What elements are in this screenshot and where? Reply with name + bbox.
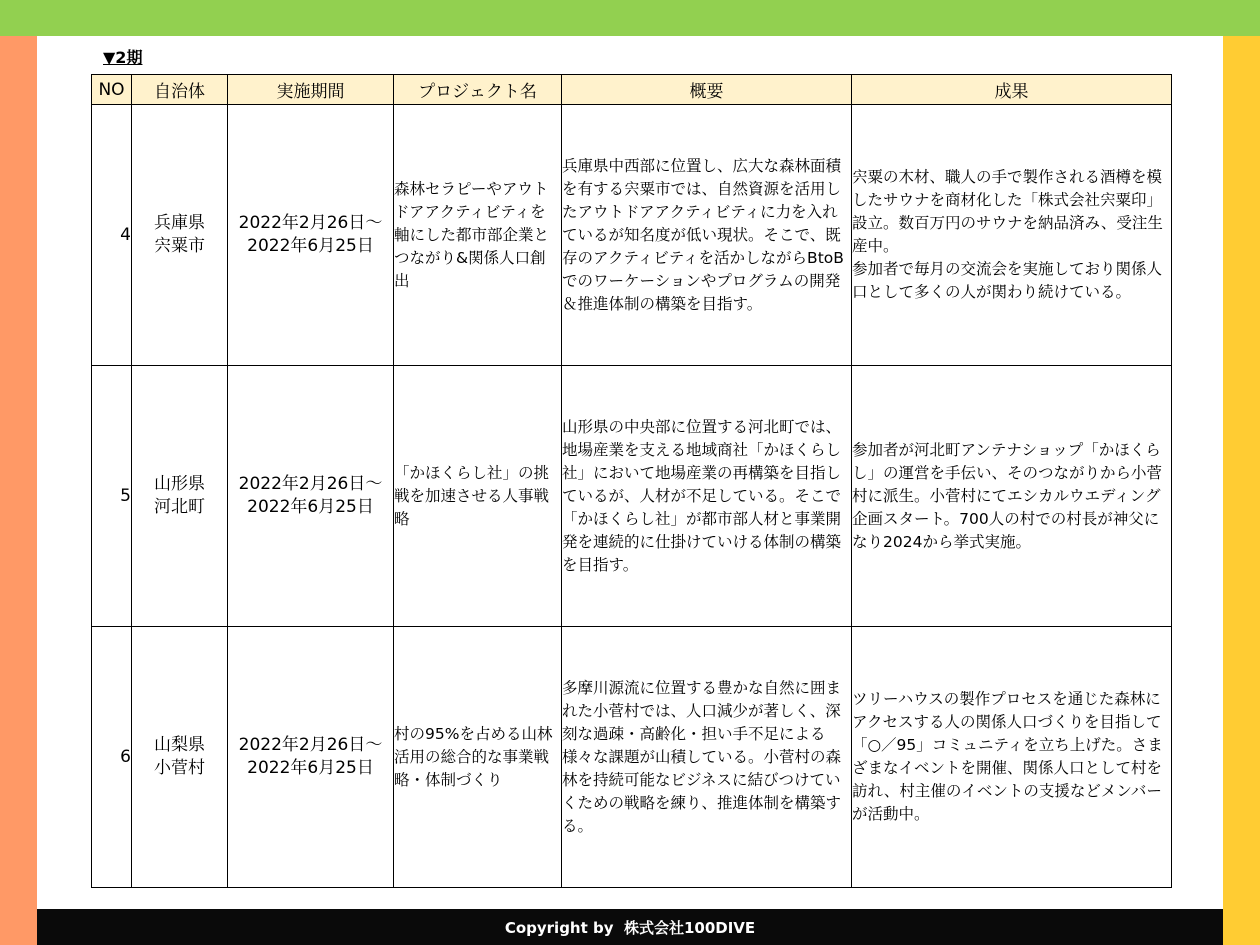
copyright-text: Copyright by 株式会社100DIVE	[504, 918, 756, 937]
municipality-prefecture: 山梨県	[154, 735, 205, 755]
top-accent-bar	[0, 0, 1260, 36]
cell-result: 参加者が河北町アンテナショップ「かほくらし」の運営を手伝い、そのつながりから小菅村に派生。小菅村にてエシカルウエディング企画スタート。700人の村での村長が神父になり2024から挙式実施。	[852, 366, 1172, 627]
table-header-row	[92, 75, 1172, 105]
left-accent-bar	[0, 36, 37, 945]
municipality-city: 河北町	[154, 497, 205, 517]
cell-project: 森林セラピーやアウトドアアクティビティを軸にした都市部企業とつながり&関係人口創出	[394, 105, 562, 366]
footer-bar	[37, 909, 1223, 945]
cell-result: ツリーハウスの製作プロセスを通じた森林にアクセスする人の関係人口づくりを目指して「○／95」コミュニティを立ち上げた。さまざまなイベントを開催、関係人口として村を訪れ、村主催のイベントの支援などメンバーが活動中。	[852, 627, 1172, 888]
table-row	[92, 105, 1172, 366]
cell-summary: 多摩川源流に位置する豊かな自然に囲まれた小菅村では、人口減少が著しく、深刻な過疎・高齢化・担い手不足による様々な課題が山積している。小菅村の森林を持続可能なビジネスに結びつけていくための戦略を練り、推進体制を構築する。	[562, 627, 852, 888]
municipality-prefecture: 兵庫県	[154, 213, 205, 233]
cell-period	[228, 366, 394, 627]
header-summary: 概要	[562, 75, 852, 105]
section-title: ▼2期	[103, 48, 143, 67]
period-end: 2022年6月25日	[247, 236, 374, 256]
header-result: 成果	[852, 75, 1172, 105]
cell-no: 6	[92, 627, 132, 888]
table-row	[92, 627, 1172, 888]
cell-period	[228, 105, 394, 366]
cell-summary: 山形県の中央部に位置する河北町では、地場産業を支える地域商社「かほくらし社」において地場産業の再構築を目指しているが、人材が不足している。そこで「かほくらし社」が都市部人材と事業開発を連続的に仕掛けていける体制の構築を目指す。	[562, 366, 852, 627]
period-start: 2022年2月26日～	[238, 735, 383, 755]
period-end: 2022年6月25日	[247, 497, 374, 517]
municipality-city: 宍粟市	[154, 236, 205, 256]
cell-period	[228, 627, 394, 888]
right-accent-bar	[1223, 36, 1260, 945]
header-no: NO	[92, 75, 132, 105]
cell-municipality	[132, 366, 228, 627]
cell-municipality	[132, 105, 228, 366]
cell-municipality	[132, 627, 228, 888]
table-row	[92, 366, 1172, 627]
period-start: 2022年2月26日～	[238, 474, 383, 494]
header-project: プロジェクト名	[394, 75, 562, 105]
cell-project: 「かほくらし社」の挑戦を加速させる人事戦略	[394, 366, 562, 627]
cell-summary: 兵庫県中西部に位置し、広大な森林面積を有する宍粟市では、自然資源を活用したアウトドアアクティビティに力を入れているが知名度が低い現状。そこで、既存のアクティビティを活かしながらBtoBでのワーケーションやプログラムの開発＆推進体制の構築を目指す。	[562, 105, 852, 366]
municipality-city: 小菅村	[154, 758, 205, 778]
cell-result: 宍粟の木材、職人の手で製作される酒樽を模したサウナを商材化した「株式会社宍粟印」設立。数百万円のサウナを納品済み、受注生産中。 参加者で毎月の交流会を実施しており関係人口として多くの人が関わり続けている。	[852, 105, 1172, 366]
project-table	[91, 74, 1172, 888]
cell-project: 村の95%を占める山林活用の総合的な事業戦略・体制づくり	[394, 627, 562, 888]
period-start: 2022年2月26日～	[238, 213, 383, 233]
period-end: 2022年6月25日	[247, 758, 374, 778]
cell-no: 4	[92, 105, 132, 366]
cell-no: 5	[92, 366, 132, 627]
header-municipality: 自治体	[132, 75, 228, 105]
header-period: 実施期間	[228, 75, 394, 105]
municipality-prefecture: 山形県	[154, 474, 205, 494]
